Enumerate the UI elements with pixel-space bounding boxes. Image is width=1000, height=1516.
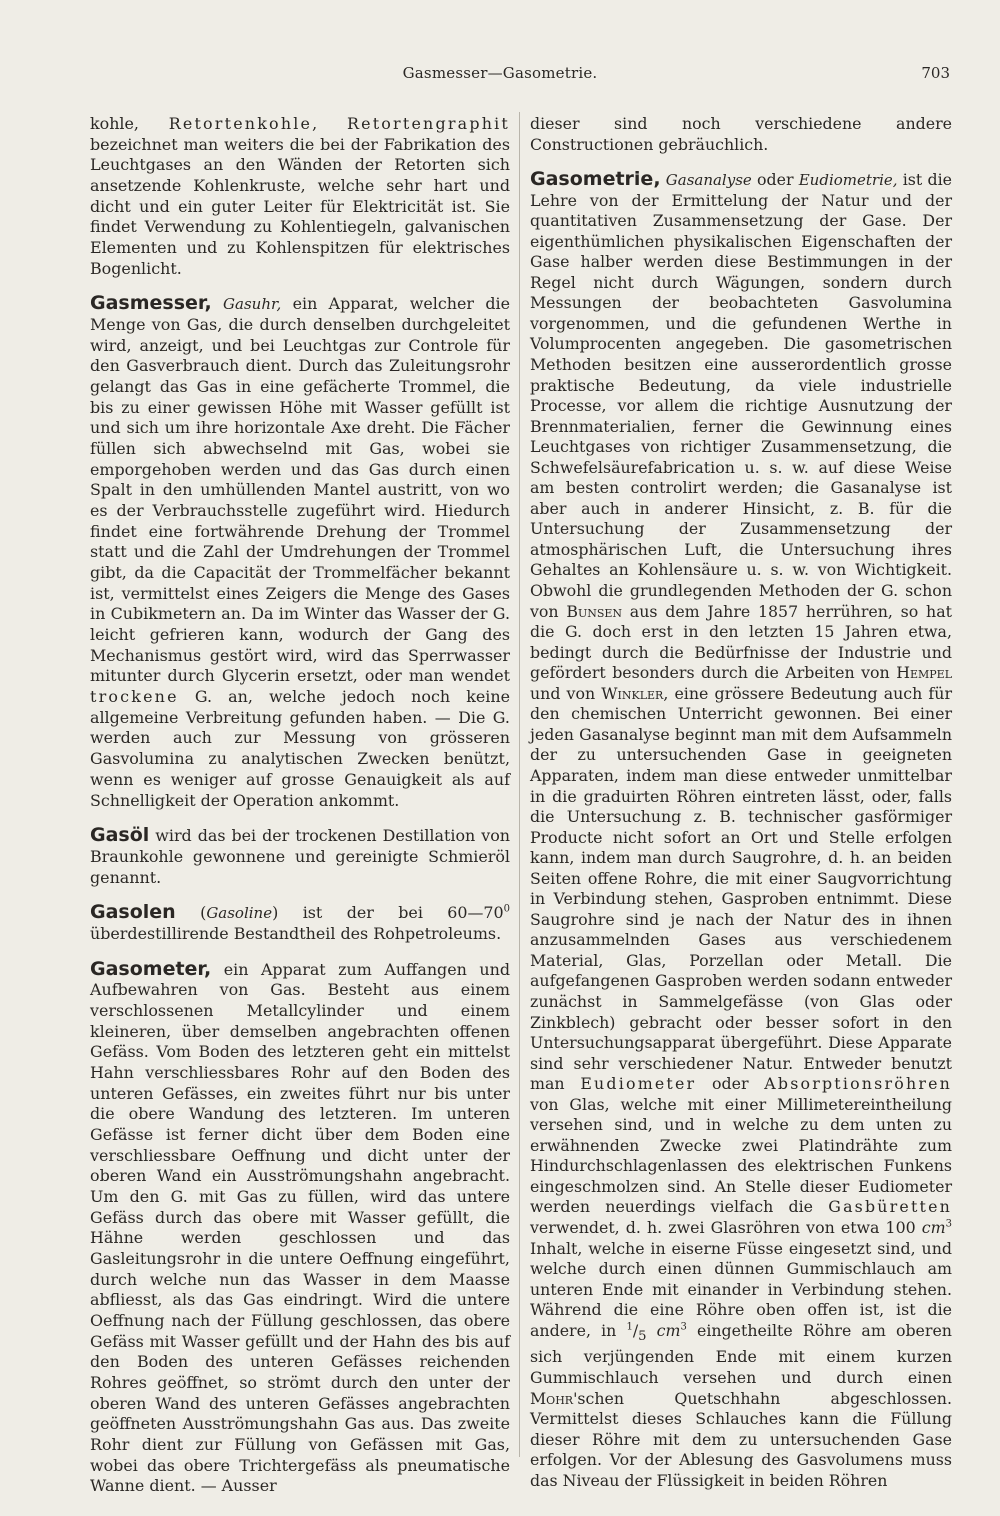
text: eingetheilte Röhre am oberen sich verjüngenden Ende mit einem kurzen Gummischlauch versehen und durch einen bbox=[530, 1320, 952, 1387]
author-name: Hempel bbox=[896, 663, 952, 683]
alternate-name: Gasuhr, bbox=[223, 295, 282, 314]
text: oder bbox=[751, 170, 799, 190]
entry-gasometrie bbox=[530, 169, 952, 1491]
text: ist der bei 60—70 bbox=[278, 903, 504, 923]
spaced-term: Retortenkohle bbox=[168, 114, 313, 133]
right-column bbox=[530, 114, 952, 1491]
text: , eine grössere Bedeutung auch für den chemischen Unterricht gewonnen. Bei einer jeden Gasanalyse beginnt man mit dem Aufsammeln der zu untersuchenden Gase in geeigneten Apparaten, indem man diese entweder unmittelbar in die graduirten Röhren eintreten lässt, oder, falls die Untersuchung z. B. technischer gasförmiger Producte nicht sofort an Ort und Stelle erfolgen kann, indem man durch Saugrohre, d. h. an beiden Seiten offene Rohre, die mit einer Saugvorrichtung in Verbindung stehen, Gasproben entnimmt. Diese Saugrohre sind je nach der Natur des in ihnen anzusammelnden Gases aus verschiedenem Material, Glas, Porzellan oder Metall. Die aufgefangenen Gasproben werden sodann entweder zunächst in Sammelgefässe (von Glas oder Zinkblech) gebracht oder besser sofort in den Untersuchungsapparat übergeführt. Diese Apparate sind sehr verschiedener Natur. Entweder benutzt man bbox=[530, 683, 952, 1094]
unit: cm bbox=[921, 1217, 946, 1237]
text: von Glas, welche mit einer Millimetereintheilung versehen sind, und in welche zu dem unten zu erwähnenden Zwecke zwei Platindrähte zum Hindurchschlagenlassen des elektrischen Funkens eingeschmolzen sind. An Stelle dieser Eudiometer werden neuerdings vielfach die bbox=[530, 1094, 952, 1217]
text: verwendet, d. h. zwei Glasröhren von etwa 100 bbox=[530, 1217, 922, 1237]
text: und von bbox=[530, 683, 602, 703]
page-header bbox=[0, 64, 1000, 86]
author-name: Mohr bbox=[530, 1388, 574, 1408]
entry-gasometer bbox=[90, 959, 510, 1497]
entry-headword: Gasmesser, bbox=[90, 292, 212, 315]
entry-headword: Gasometrie, bbox=[530, 168, 661, 191]
text: ein Apparat, welcher die Menge von Gas, die durch denselben durchgeleitet wird, anzeigt, und bei Leuchtgas zur Controle für den Gasverbrauch dient. Durch das Zuleitungsrohr gelangt das Gas in eine gefächerte Trommel, die bis zu einer gewissen Höhe mit Wasser gefüllt ist und sich um ihre horizontale Axe dreht. Die Fächer füllen sich abwechselnd mit Gas, wobei sie emporgehoben werden und das Gas durch einen Spalt in den umhüllenden Mantel austritt, von wo es der Verbrauchsstelle zugeführt wird. Hiedurch findet eine fortwährende Drehung der Trommel statt und die Zahl der Umdrehungen der Trommel gibt, da die Capacität der Trommelfächer bekannt ist, vermittelst eines Zeigers die Menge des Gases in Cubikmetern an. Da im Winter das Wasser der G. leicht gefrieren kann, wodurch der Gang des Mechanismus gestört wird, wird das Sperrwasser mitunter durch Glycerin ersetzt, oder man wendet bbox=[90, 294, 510, 686]
fraction-numerator: 1 bbox=[626, 1321, 633, 1333]
spaced-term: Absorptionsröhren bbox=[764, 1074, 952, 1094]
running-title: Gasmesser—Gasometrie. bbox=[402, 64, 598, 82]
entry-gasmesser bbox=[90, 293, 510, 811]
text: ( bbox=[175, 903, 207, 923]
text: ) bbox=[272, 903, 279, 923]
text: überdestillirende Bestandtheil des Rohpetroleums. bbox=[90, 923, 502, 943]
text: G. an, welche jedoch noch keine allgemeine Verbreitung gefunden haben. — Die G. werden auch zur Messung von grösseren Gasvolumina zu analytischen Zwecken benützt, wenn es weniger auf grosse Genauigkeit als auf Schnelligkeit der Operation ankommt. bbox=[90, 687, 510, 810]
text: kohle, bbox=[90, 114, 169, 133]
superscript: 0 bbox=[503, 903, 510, 915]
entry-gasolen bbox=[90, 902, 510, 944]
entry-gasoel bbox=[90, 825, 510, 888]
entry-gasometer-continuation: dieser sind noch verschiedene andere Constructionen gebräuchlich. bbox=[530, 114, 952, 154]
spaced-term: Gasbüretten bbox=[828, 1197, 952, 1217]
page-number: 703 bbox=[921, 64, 950, 82]
spaced-term: trockene bbox=[90, 687, 179, 707]
text: Inhalt, welche in eiserne Füsse eingesetzt sind, und welche durch einen dünnen Gummischlauch am unteren Ende mit einander in Verbindung stehen. Während die eine Röhre oben offen ist, ist die andere, in bbox=[530, 1238, 952, 1340]
alternate-name: Gasoline bbox=[206, 904, 273, 923]
column-divider bbox=[519, 112, 520, 1457]
text: wird das bei der trockenen Destillation von Braunkohle gewonnene und gereinigte Schmieröl genannt. bbox=[90, 826, 510, 887]
entry-retortenkohle-continuation bbox=[90, 114, 510, 279]
author-name: Bunsen bbox=[566, 601, 623, 621]
unit: cm bbox=[646, 1320, 681, 1340]
left-column bbox=[90, 114, 510, 1497]
text: 'schen Quetschhahn abgeschlossen. Vermittelst dieses Schlauches kann die Füllung dieser Röhre mit dem zu untersuchenden Gase erfolgen. Vor der Ablesung des Gasvolumens muss das Niveau der Flüssigkeit in beiden Röhren bbox=[530, 1388, 952, 1490]
superscript: 3 bbox=[680, 1321, 687, 1333]
text: ist die Lehre von der Ermittelung der Natur und der quantitativen Zusammensetzung der Gase. Der eigenthümlichen physikalischen Eigenschaften der Gase halber werden diese Bestimmungen in der Regel nicht durch Wägungen, sondern durch Messungen der beobachteten Gasvolumina vorgenommen, und die gefundenen Werthe in Volumprocenten angegeben. Die gasometrischen Methoden besitzen eine ausserordentlich grosse praktische Bedeutung, da viele industrielle Processe, vor allem die richtige Ausnutzung der Brennmaterialien, ferner die Gewinnung eines Leuchtgases von richtiger Zusammensetzung, die Schwefelsäurefabrication u. s. w. auf diese Weise am besten controlirt werden; die Gasanalyse ist aber auch in anderer Hinsicht, z. B. für die Untersuchung der Zusammensetzung der atmosphärischen Luft, die Untersuchung ihres Gehaltes an Kohlensäure u. s. w. von Wichtigkeit. Obwohl die grundlegenden Methoden der G. schon von bbox=[530, 170, 952, 621]
fraction-slash: / bbox=[632, 1320, 639, 1340]
alternate-name: Eudiometrie, bbox=[798, 171, 898, 190]
text: ein Apparat zum Auffangen und Aufbewahren von Gas. Besteht aus einem verschlossenen Metallcylinder und einem kleineren, über demselben angebrachten offenen Gefäss. Vom Boden des letzteren geht ein mittelst Hahn verschliessbares Rohr auf den Boden des unteren Gefässes, ein zweites führt nur bis unter die obere Wandung des letzteren. Im unteren Gefässe ist ferner dicht über dem Boden eine verschliessbare Oeffnung und dicht unter der oberen Wand ein Ausströmungshahn angebracht. Um den G. mit Gas zu füllen, wird das untere Gefäss durch das obere mit Wasser gefüllt, die Hähne werden geschlossen und das Gasleitungsrohr in die untere Oeffnung eingeführt, durch welche nun das Wasser in dem Maasse abfliesst, als das Gas eindringt. Wird die untere Oeffnung nach der Füllung geschlossen, das obere Gefäss mit Wasser gefüllt und der Hahn des bis auf den Boden des unteren Gefässes reichenden Rohres geöffnet, so strömt durch den unter der oberen Wand des unteren Gefässes angebrachten geöffneten Ausströmungshahn Gas aus. Das zweite Rohr dient zur Füllung von Gefässen mit Gas, wobei das obere Trichtergefäss als pneumatische Wanne dient. — Ausser bbox=[90, 959, 510, 1496]
entry-headword: Gasometer, bbox=[90, 957, 212, 980]
spaced-term: Eudiometer bbox=[580, 1074, 697, 1094]
spaced-term: Retortengraphit bbox=[346, 114, 510, 133]
fraction-denominator: 5 bbox=[638, 1328, 647, 1344]
alternate-name: Gasanalyse bbox=[665, 171, 752, 190]
entry-headword: Gasolen bbox=[90, 901, 176, 924]
author-name: Winkler bbox=[601, 683, 664, 703]
entry-headword: Gasöl bbox=[90, 824, 150, 847]
superscript: 3 bbox=[945, 1218, 952, 1230]
text: aus dem Jahre 1857 herrühren, so hat die G. doch erst in den letzten 15 Jahren etwa, bedingt durch die Bedürfnisse der Industrie und gefördert besonders durch die Arbeiten von bbox=[530, 601, 952, 683]
text: bezeichnet man weiters die bei der Fabrikation des Leuchtgases an den Wänden der Retorten sich ansetzende Kohlenkruste, welche sehr hart und dicht und ein guter Leiter für Elektricität ist. Sie findet Verwendung zu Kohlentiegeln, galvanischen Elementen und zu Kohlenspitzen für elektrisches Bogenlicht. bbox=[90, 134, 510, 278]
text: , bbox=[312, 114, 347, 133]
text: oder bbox=[696, 1074, 765, 1094]
